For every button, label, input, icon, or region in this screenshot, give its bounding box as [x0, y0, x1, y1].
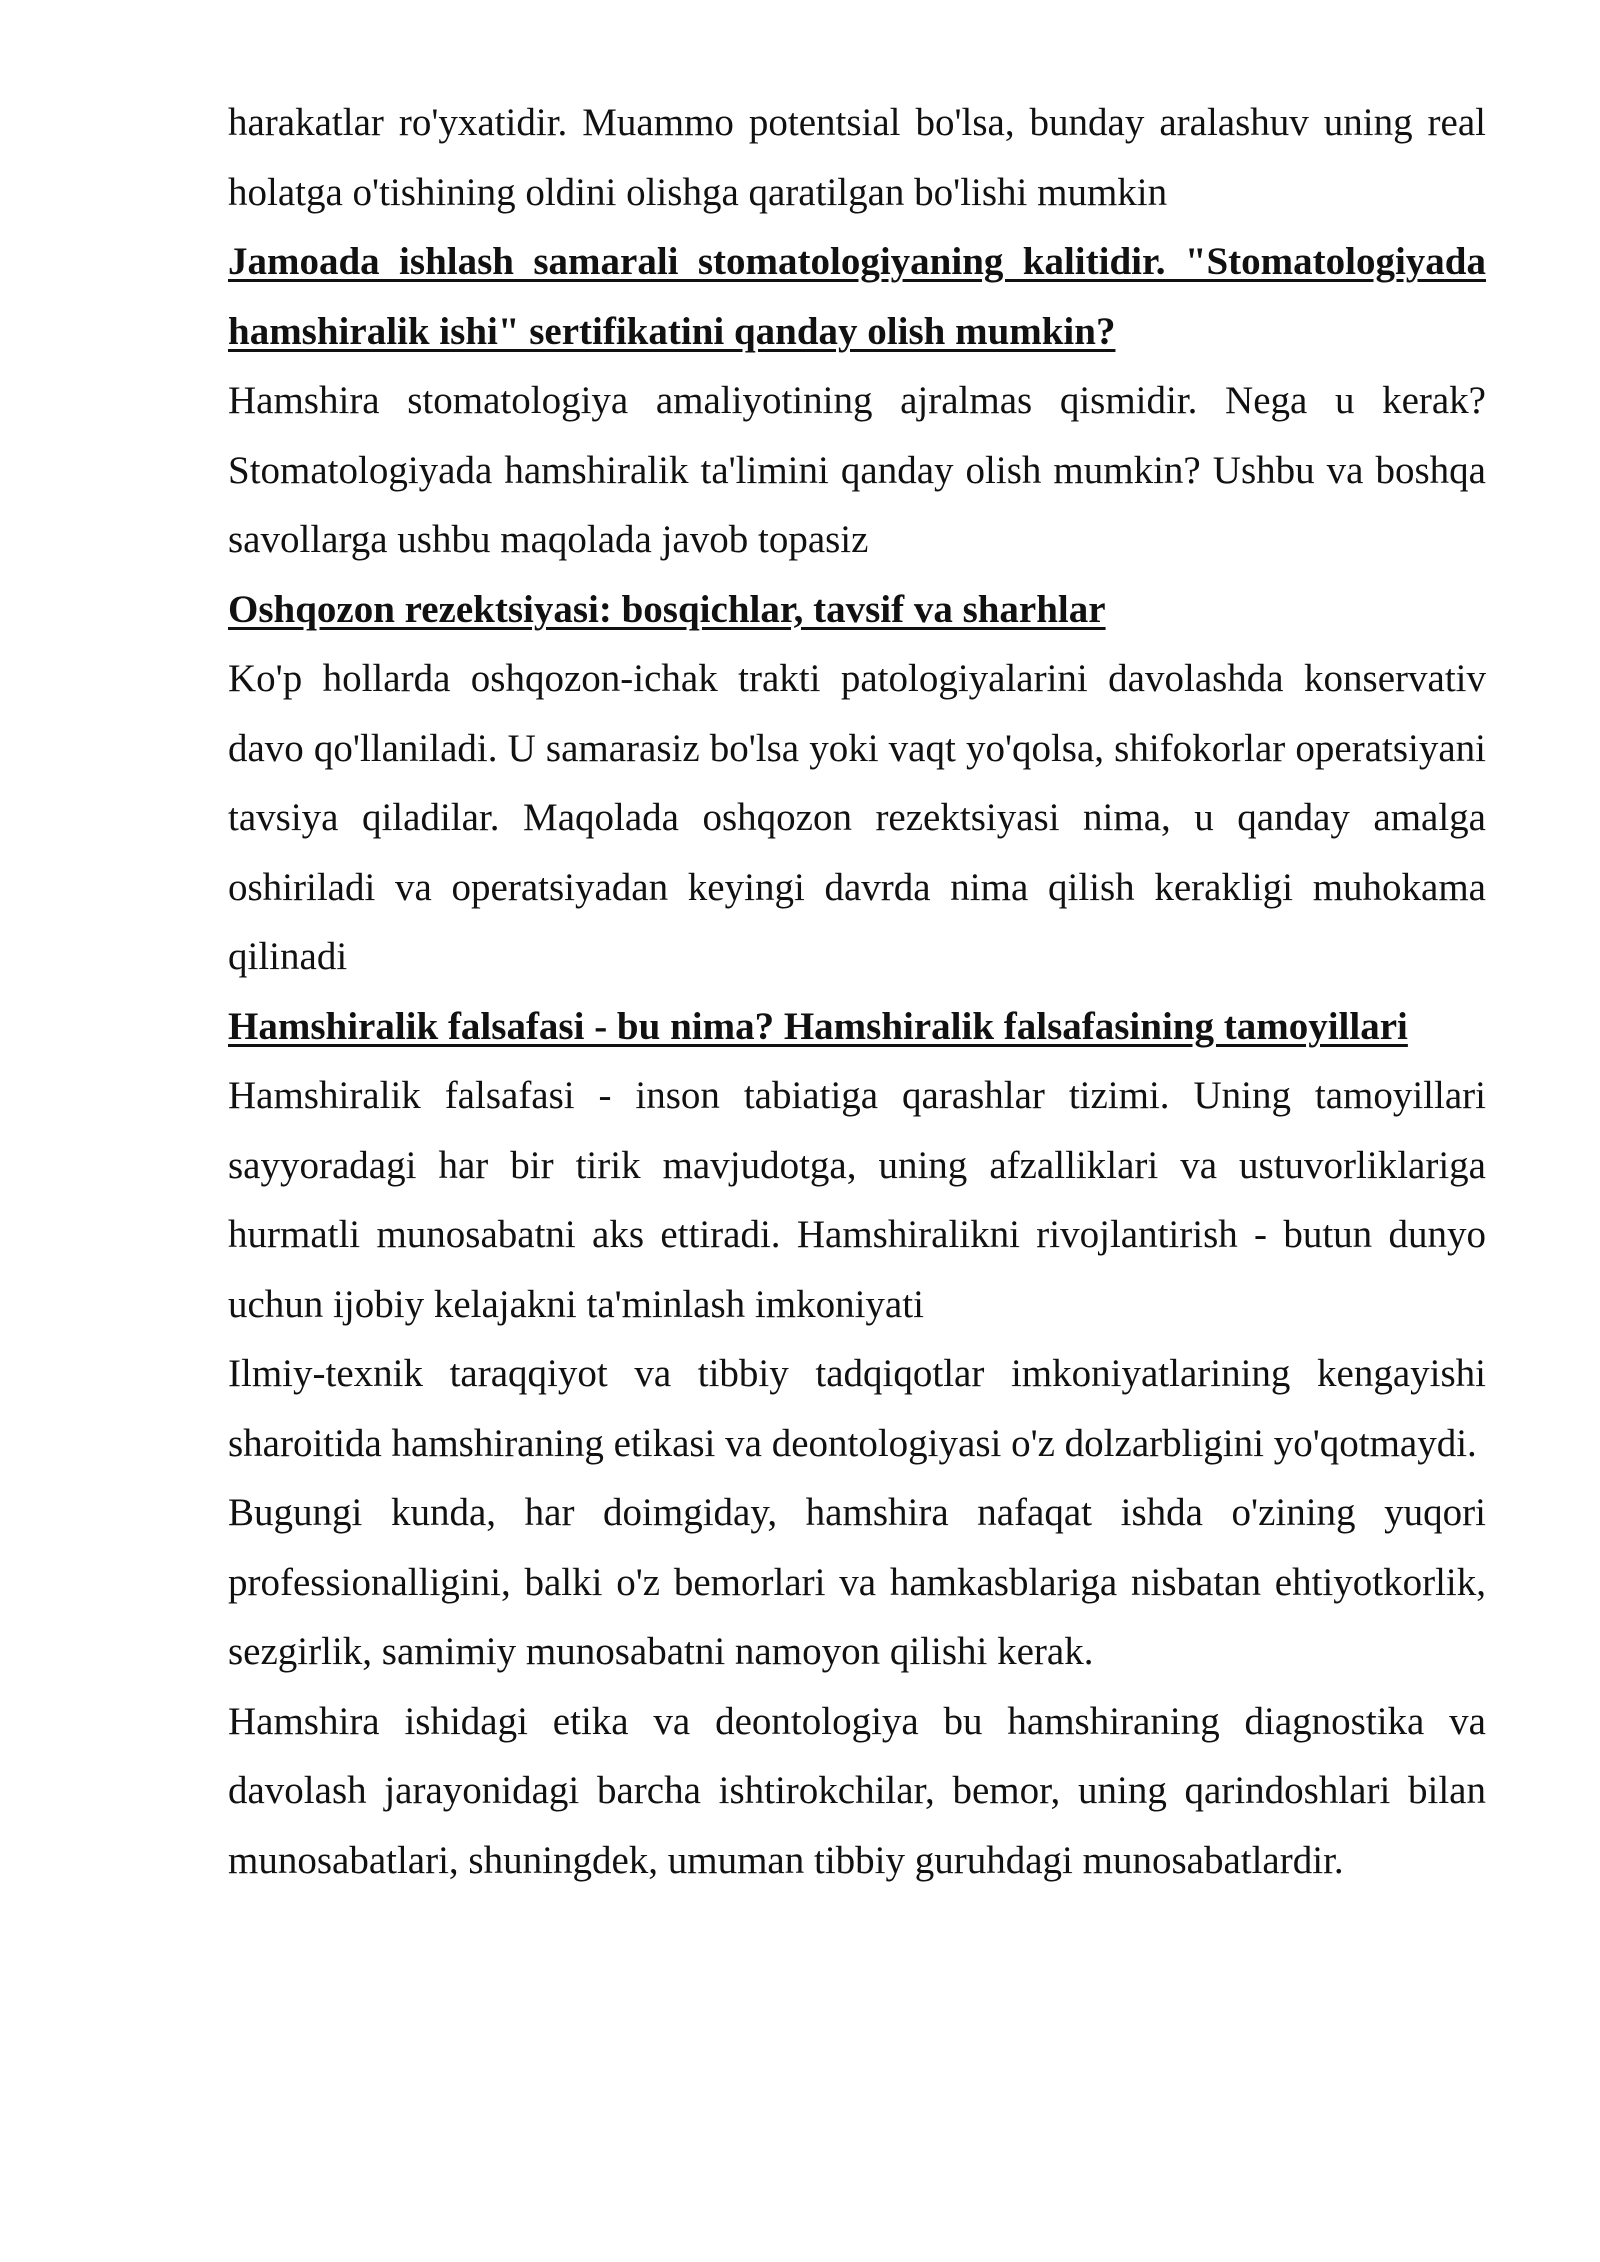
paragraph-stomach-resection: Ko'p hollarda oshqozon-ichak trakti patologiyalarini davolashda konservativ davo qo'llaniladi. U samarasiz bo'lsa yoki vaqt yo'qolsa, shifokorlar operatsiyani tavsiya qiladilar. Maqolada oshqozon rezektsiyasi nima, u qanday amalga oshiriladi va operatsiyadan keyingi davrda nima qilish kerakligi muhokama qilinadi	[228, 657, 1486, 978]
paragraph-intro: harakatlar ro'yxatidir. Muammo potentsial bo'lsa, bunday aralashuv uning real holatga o'tishining oldini olishga qaratilgan bo'lishi mumkin	[228, 101, 1486, 214]
heading-stomach-resection[interactable]: Oshqozon rezektsiyasi: bosqichlar, tavsif va sharhlar	[228, 587, 1106, 631]
paragraph-nursing-philosophy: Hamshiralik falsafasi - inson tabiatiga qarashlar tizimi. Uning tamoyillari sayyoradagi har bir tirik mavjudotga, uning afzalliklari va ustuvorliklariga hurmatli munosabatni aks ettiradi. Hamshiralikni rivojlantirish - butun dunyo uchun ijobiy kelajakni ta'minlash imkoniyati	[228, 1074, 1486, 1326]
paragraph-dental-nurse: Hamshira stomatologiya amaliyotining ajralmas qismidir. Nega u kerak? Stomatologiyada hamshiralik ta'limini qanday olish mumkin? Ushbu va boshqa savollarga ushbu maqolada javob topasiz	[228, 379, 1486, 561]
heading-dental-teamwork[interactable]: Jamoada ishlash samarali stomatologiyaning kalitidir. "Stomatologiyada hamshiralik ishi" sertifikatini qanday olish mumkin?	[228, 240, 1486, 353]
heading-nursing-philosophy[interactable]: Hamshiralik falsafasi - bu nima? Hamshiralik falsafasining tamoyillari	[228, 1004, 1408, 1048]
paragraph-ethics-relevance: Ilmiy-texnik taraqqiyot va tibbiy tadqiqotlar imkoniyatlarining kengayishi sharoitida hamshiraning etikasi va deontologiyasi o'z dolzarbligini yo'qotmaydi.	[228, 1352, 1486, 1465]
paragraph-nurse-qualities: Bugungi kunda, har doimgiday, hamshira nafaqat ishda o'zining yuqori professionalligini, balki o'z bemorlari va hamkasblariga nisbatan ehtiyotkorlik, sezgirlik, samimiy munosabatni namoyon qilishi kerak.	[228, 1491, 1486, 1673]
document-page	[228, 88, 1486, 1895]
paragraph-ethics-definition: Hamshira ishidagi etika va deontologiya bu hamshiraning diagnostika va davolash jarayonidagi barcha ishtirokchilar, bemor, uning qarindoshlari bilan munosabatlari, shuningdek, umuman tibbiy guruhdagi munosabatlardir.	[228, 1699, 1486, 1882]
